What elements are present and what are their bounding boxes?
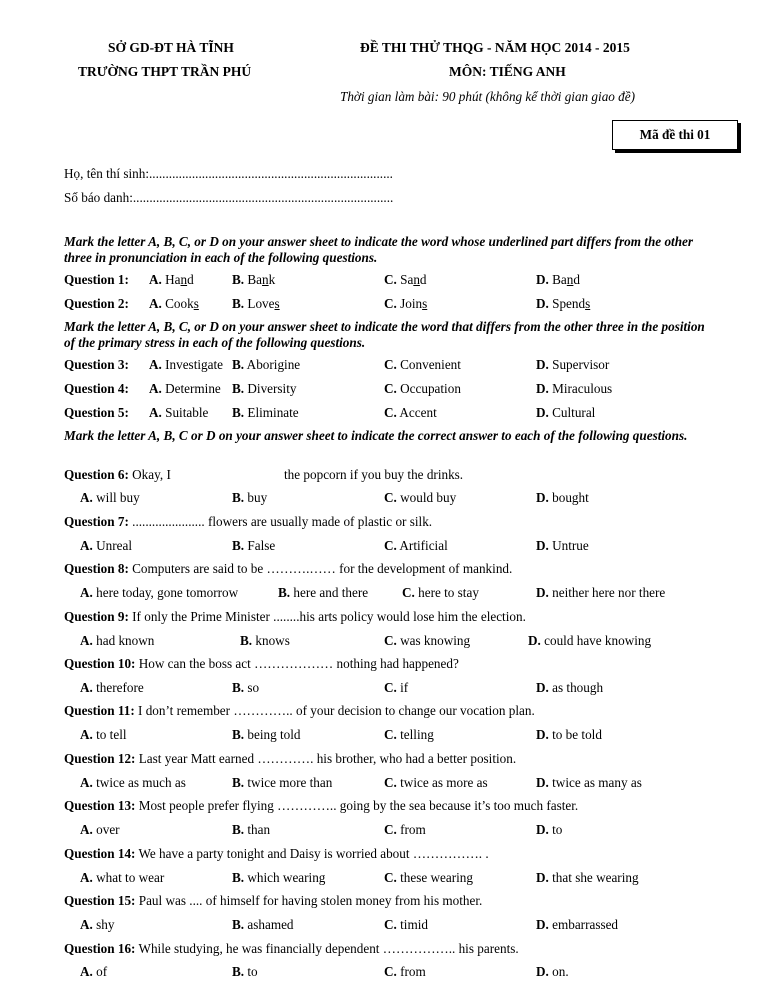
question-6-stem-end: the popcorn if you buy the drinks. xyxy=(284,467,464,482)
question-label: Question 11: xyxy=(64,703,135,718)
question-16 xyxy=(64,941,519,957)
question-13 xyxy=(64,798,578,814)
q9-option-d[interactable]: D. could have knowing xyxy=(528,633,652,648)
q4-option-b[interactable]: B. Diversity xyxy=(232,381,297,396)
q14-option-d[interactable]: D. that she wearing xyxy=(536,870,639,885)
q10-option-b[interactable]: B. so xyxy=(232,680,260,695)
q9-option-a[interactable]: A. had known xyxy=(80,633,155,648)
question-label: Question 15: xyxy=(64,893,136,908)
q14-option-b[interactable]: B. which wearing xyxy=(232,870,326,885)
q2-option-c[interactable]: C. Joins xyxy=(384,296,428,311)
instruction-pronunciation: Mark the letter A, B, C, or D on your answer sheet to indicate the word whose underlined part differs from the other three in pronunciation in each of the following questions. xyxy=(64,234,694,265)
question-stem: Computers are said to be ……….…… for the development of mankind. xyxy=(132,561,513,576)
question-10 xyxy=(64,656,459,672)
exam-code-box: Mã đề thi 01 xyxy=(612,120,738,150)
q5-option-c[interactable]: C. Accent xyxy=(384,405,437,420)
question-label: Question 9: xyxy=(64,609,129,624)
q13-option-a[interactable]: A. over xyxy=(80,822,120,837)
q9-option-c[interactable]: C. was knowing xyxy=(384,633,471,648)
question-label: Question 1: xyxy=(64,272,129,287)
q6-option-b[interactable]: B. buy xyxy=(232,490,268,505)
q12-option-c[interactable]: C. twice as more as xyxy=(384,775,488,790)
q16-option-a[interactable]: A. of xyxy=(80,964,108,979)
q1-option-c[interactable]: C. Sand xyxy=(384,272,427,287)
q3-option-d[interactable]: D. Supervisor xyxy=(536,357,610,372)
question-stem: We have a party tonight and Daisy is worried about ……………. . xyxy=(138,846,489,861)
q1-option-b[interactable]: B. Bank xyxy=(232,272,276,287)
q2-option-b[interactable]: B. Loves xyxy=(232,296,280,311)
q1-option-d[interactable]: D. Band xyxy=(536,272,580,287)
question-8 xyxy=(64,561,512,577)
q7-option-d[interactable]: D. Untrue xyxy=(536,538,589,553)
question-stem: Most people prefer flying ………….. going by the sea because it’s too much faster. xyxy=(138,798,579,813)
exam-title: ĐỀ THI THỬ THQG - NĂM HỌC 2014 - 2015 xyxy=(360,40,630,55)
question-label: Question 3: xyxy=(64,357,129,372)
question-label: Question 12: xyxy=(64,751,136,766)
q5-option-d[interactable]: D. Cultural xyxy=(536,405,596,420)
q10-option-a[interactable]: A. therefore xyxy=(80,680,144,695)
q7-option-c[interactable]: C. Artificial xyxy=(384,538,448,553)
department-name: SỞ GD-ĐT HÀ TĨNH xyxy=(108,40,234,55)
time-allowed: Thời gian làm bài: 90 phút (không kể thời gian giao đề) xyxy=(340,89,636,104)
q3-option-b[interactable]: B. Aborigine xyxy=(232,357,301,372)
question-6 xyxy=(64,467,171,483)
q13-option-c[interactable]: C. from xyxy=(384,822,426,837)
q9-option-b[interactable]: B. knows xyxy=(240,633,290,648)
question-label: Question 16: xyxy=(64,941,136,956)
question-2 xyxy=(64,296,129,312)
q11-option-a[interactable]: A. to tell xyxy=(80,727,127,742)
q11-option-c[interactable]: C. telling xyxy=(384,727,434,742)
question-15 xyxy=(64,893,482,909)
q8-option-c[interactable]: C. here to stay xyxy=(402,585,479,600)
q15-option-c[interactable]: C. timid xyxy=(384,917,428,932)
question-stem: If only the Prime Minister ........his arts policy would lose him the election. xyxy=(132,609,526,624)
q10-option-d[interactable]: D. as though xyxy=(536,680,604,695)
q3-option-a[interactable]: A. Investigate xyxy=(149,357,223,372)
q16-option-b[interactable]: B. to xyxy=(232,964,258,979)
question-stem: While studying, he was financially dependent …………….. his parents. xyxy=(138,941,519,956)
q2-option-a[interactable]: A. Cooks xyxy=(149,296,199,311)
instruction-stress: Mark the letter A, B, C, or D on your answer sheet to indicate the word that differs from the other three in the position of the primary stress in each of the following questions. xyxy=(64,319,705,350)
question-stem: Okay, I xyxy=(132,467,171,482)
question-label: Question 7: xyxy=(64,514,129,529)
q8-option-a[interactable]: A. here today, gone tomorrow xyxy=(80,585,239,600)
question-5 xyxy=(64,405,129,421)
question-label: Question 6: xyxy=(64,467,129,482)
q15-option-b[interactable]: B. ashamed xyxy=(232,917,294,932)
candidate-name-line: Họ, tên thí sinh:.......................................................................... xyxy=(64,166,393,181)
q5-option-a[interactable]: A. Suitable xyxy=(149,405,209,420)
question-stem: Last year Matt earned …………. his brother, who had a better position. xyxy=(138,751,517,766)
candidate-id-line: Số báo danh:............................................................................... xyxy=(64,190,394,205)
question-label: Question 10: xyxy=(64,656,136,671)
q13-option-b[interactable]: B. than xyxy=(232,822,271,837)
q2-option-d[interactable]: D. Spends xyxy=(536,296,591,311)
q7-option-a[interactable]: A. Unreal xyxy=(80,538,133,553)
question-stem: ...................... flowers are usually made of plastic or silk. xyxy=(132,514,433,529)
q10-option-c[interactable]: C. if xyxy=(384,680,409,695)
question-11 xyxy=(64,703,535,719)
q7-option-b[interactable]: B. False xyxy=(232,538,276,553)
instruction-correct-answer: Mark the letter A, B, C or D on your answer sheet to indicate the correct answer to each of the following questions. xyxy=(64,428,688,443)
q5-option-b[interactable]: B. Eliminate xyxy=(232,405,299,420)
q15-option-d[interactable]: D. embarrassed xyxy=(536,917,619,932)
q3-option-c[interactable]: C. Convenient xyxy=(384,357,461,372)
q8-option-d[interactable]: D. neither here nor there xyxy=(536,585,666,600)
q4-option-d[interactable]: D. Miraculous xyxy=(536,381,613,396)
question-label: Question 14: xyxy=(64,846,136,861)
q12-option-b[interactable]: B. twice more than xyxy=(232,775,333,790)
q6-option-c[interactable]: C. would buy xyxy=(384,490,457,505)
q16-option-c[interactable]: C. from xyxy=(384,964,426,979)
subject-title: MÔN: TIẾNG ANH xyxy=(449,64,566,79)
question-label: Question 5: xyxy=(64,405,129,420)
question-label: Question 2: xyxy=(64,296,129,311)
question-label: Question 13: xyxy=(64,798,136,813)
q12-option-a[interactable]: A. twice as much as xyxy=(80,775,186,790)
question-label: Question 8: xyxy=(64,561,129,576)
question-9 xyxy=(64,609,526,625)
question-stem: How can the boss act ……………… nothing had happened? xyxy=(138,656,459,671)
q6-option-a[interactable]: A. will buy xyxy=(80,490,140,505)
q13-option-d[interactable]: D. to xyxy=(536,822,563,837)
q11-option-d[interactable]: D. to be told xyxy=(536,727,602,742)
school-name: TRƯỜNG THPT TRẦN PHÚ xyxy=(78,64,252,79)
q8-option-b[interactable]: B. here and there xyxy=(278,585,369,600)
question-12 xyxy=(64,751,516,767)
question-1 xyxy=(64,272,129,288)
question-14 xyxy=(64,846,489,862)
q14-option-c[interactable]: C. these wearing xyxy=(384,870,473,885)
question-3 xyxy=(64,357,129,373)
q4-option-c[interactable]: C. Occupation xyxy=(384,381,461,396)
question-label: Question 4: xyxy=(64,381,129,396)
q15-option-a[interactable]: A. shy xyxy=(80,917,115,932)
q11-option-b[interactable]: B. being told xyxy=(232,727,301,742)
question-4 xyxy=(64,381,129,397)
question-stem: Paul was .... of himself for having stolen money from his mother. xyxy=(138,893,483,908)
q6-option-d[interactable]: D. bought xyxy=(536,490,589,505)
question-stem: I don’t remember ………….. of your decision to change our vocation plan. xyxy=(138,703,535,718)
q14-option-a[interactable]: A. what to wear xyxy=(80,870,165,885)
q12-option-d[interactable]: D. twice as many as xyxy=(536,775,642,790)
question-7 xyxy=(64,514,432,530)
q16-option-d[interactable]: D. on. xyxy=(536,964,569,979)
q1-option-a[interactable]: A. Hand xyxy=(149,272,194,287)
q4-option-a[interactable]: A. Determine xyxy=(149,381,221,396)
